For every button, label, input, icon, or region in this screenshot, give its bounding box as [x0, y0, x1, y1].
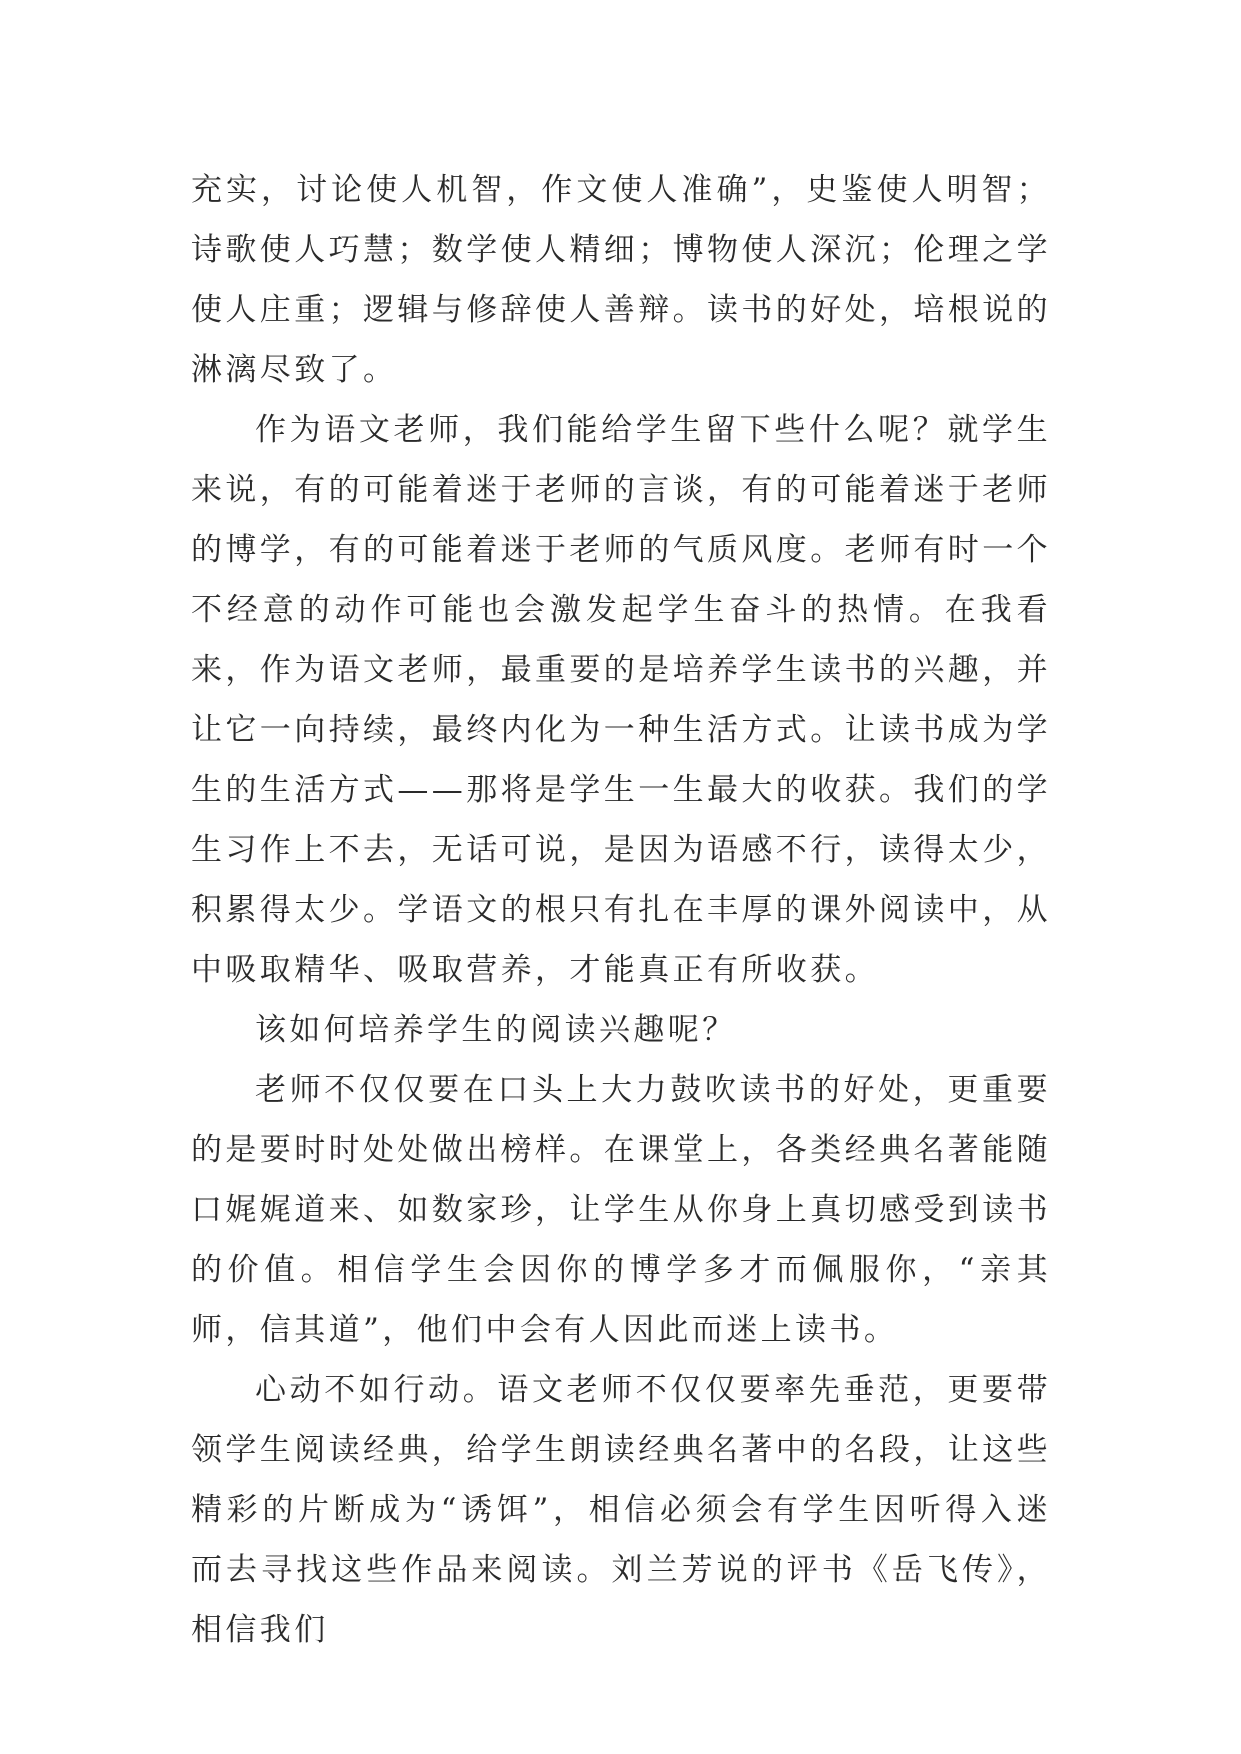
paragraph-question: 该如何培养学生的阅读兴趣呢？ — [255, 1012, 737, 1048]
paragraph-chinese-teacher: 作为语文老师，我们能给学生留下些什么呢？就学生来说，有的可能着迷于老师的言谈，有的可能着迷于老师的博学，有的可能着迷于老师的气质风度。老师有时一个不经意的动作可能也会激发起学生奋斗的热情。在我看来，作为语文老师，最重要的是培养学生读书的兴趣，并让它一向持续，最终内化为一种生活方式。让读书成为学生的生活方式——那将是学生一生最大的收获。我们的学生习作上不去，无话可说，是因为语感不行，读得太少，积累得太少。学语文的根只有扎在丰厚的课外阅读中，从中吸取精华、吸取营养，才能真正有所收获。 — [191, 412, 1051, 988]
document-body — [191, 160, 1051, 1660]
paragraph-role-model: 老师不仅仅要在口头上大力鼓吹读书的好处，更重要的是要时时处处做出榜样。在课堂上，各类经典名著能随口娓娓道来、如数家珍，让学生从你身上真切感受到读书的价值。相信学生会因你的博学多才而佩服你，“亲其师，信其道”，他们中会有人因此而迷上读书。 — [191, 1072, 1051, 1348]
paragraph-action: 心动不如行动。语文老师不仅仅要率先垂范，更要带领学生阅读经典，给学生朗读经典名著中的名段，让这些精彩的片断成为“诱饵”，相信必须会有学生因听得入迷而去寻找这些作品来阅读。刘兰芳说的评书《岳飞传》，相信我们 — [191, 1372, 1051, 1648]
paragraph-continuation: 充实，讨论使人机智，作文使人准确”，史鉴使人明智；诗歌使人巧慧；数学使人精细；博物使人深沉；伦理之学使人庄重；逻辑与修辞使人善辩。读书的好处，培根说的淋漓尽致了。 — [191, 172, 1051, 388]
